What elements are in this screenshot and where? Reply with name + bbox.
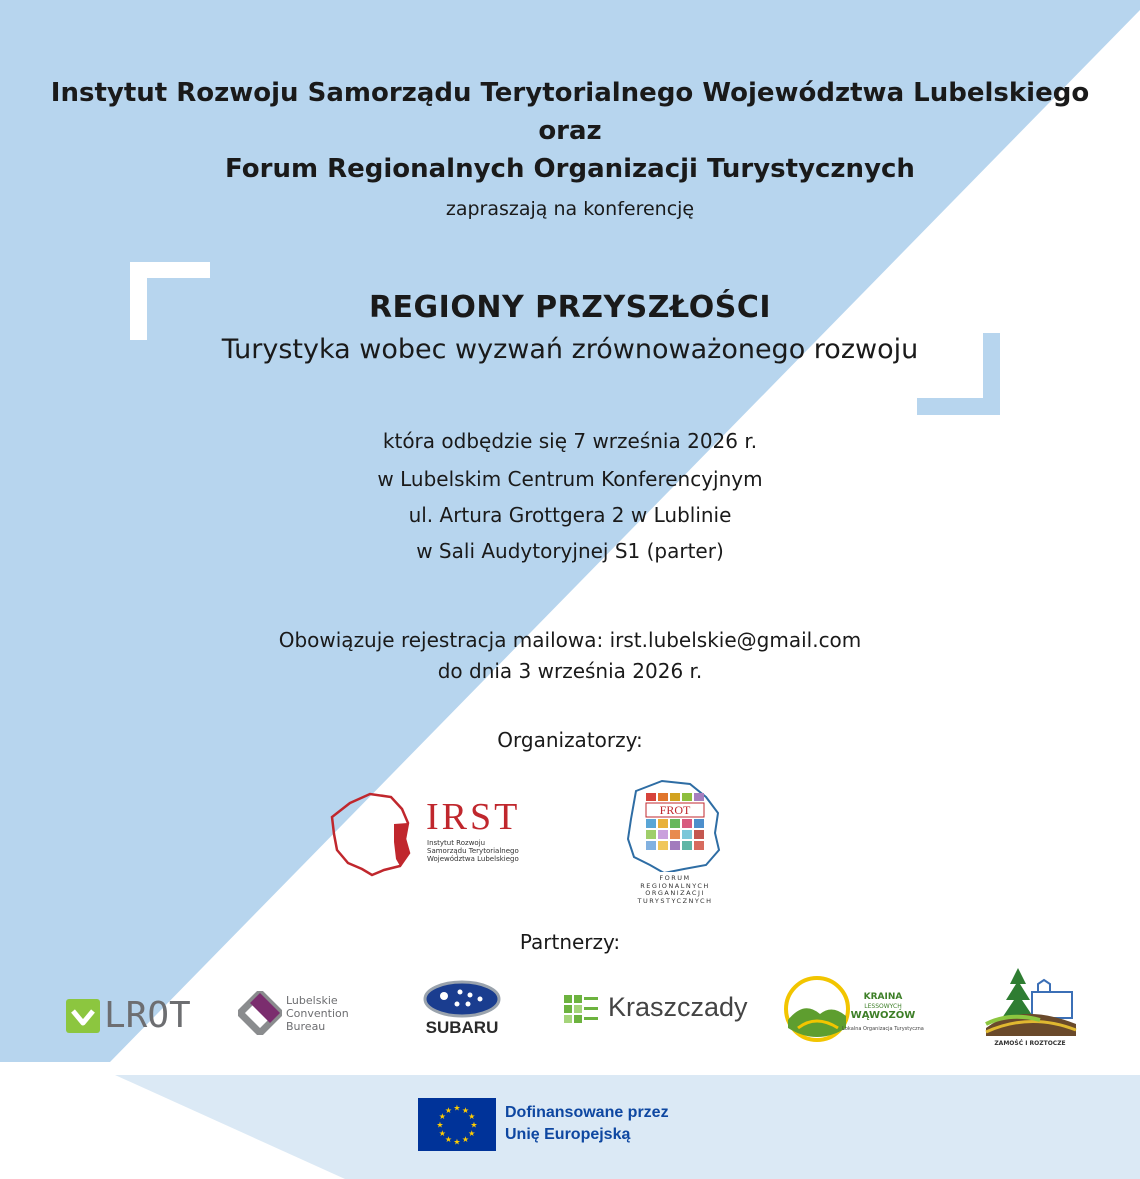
frot-sub-line: ORGANIZACJI	[645, 889, 705, 897]
irst-sub-line: Samorządu Terytorialnego	[427, 847, 519, 855]
zamosc-landscape-icon	[980, 962, 1080, 1040]
event-room: w Sali Audytoryjnej S1 (parter)	[416, 539, 724, 563]
eu-line-2: Unię Europejską	[505, 1126, 631, 1143]
irst-name: IRST	[426, 796, 521, 838]
irst-logo	[328, 787, 538, 882]
organizers-heading: Organizatorzy:	[497, 728, 643, 752]
lcb-line: Convention	[286, 1007, 349, 1020]
eu-star: ★	[470, 1120, 478, 1130]
lcb-name	[286, 994, 349, 1033]
event-address: ul. Artura Grottgera 2 w Lublinie	[408, 503, 732, 527]
eu-star: ★	[438, 1129, 446, 1138]
kraina-wawozow: WĄWOZÓW	[850, 1010, 916, 1021]
eu-stars-icon	[418, 1098, 496, 1151]
organizer-line-3: Forum Regionalnych Organizacji Turystycznych	[225, 154, 915, 184]
organizer-line-1: Instytut Rozwoju Samorządu Terytorialnego Województwa Lubelskiego	[50, 78, 1090, 108]
partners-heading: Partnerzy:	[519, 930, 621, 954]
eu-line-1: Dofinansowane przez	[505, 1104, 669, 1121]
poland-map-icon	[328, 787, 423, 882]
kraina-title: KRAINA	[863, 992, 903, 1002]
invite-text: zapraszają na konferencję	[445, 198, 695, 220]
eu-star: ★	[461, 1135, 470, 1145]
eu-flag	[418, 1098, 496, 1151]
kraszczady-logo	[540, 976, 765, 1044]
organizer-line-2: oraz	[538, 116, 602, 146]
frot-sub-line: REGIONALNYCH	[640, 881, 710, 890]
eu-star: ★	[468, 1112, 476, 1121]
kraszczady-name: Kraszczady	[608, 992, 748, 1022]
frot-name: FROT	[659, 803, 691, 817]
registration-line-2: do dnia 3 września 2026 r.	[437, 659, 703, 683]
lcb-line: Lubelskie	[286, 994, 338, 1007]
eu-star: ★	[468, 1129, 476, 1138]
lrot-logo	[66, 995, 196, 1036]
event-date: która odbędzie się 7 września 2026 r.	[382, 429, 758, 453]
lcb-line: Bureau	[286, 1020, 326, 1033]
event-venue: w Lubelskim Centrum Konferencyjnym	[377, 467, 763, 491]
zamosc-logo	[980, 962, 1080, 1052]
subaru-logo	[412, 980, 512, 1040]
subaru-emblem-icon	[412, 980, 512, 1018]
conference-subtitle: Turystyka wobec wyzwań zrównoważonego rozwoju	[221, 334, 919, 365]
subaru-name: SUBARU	[425, 1018, 499, 1037]
kraina-sub: LESSOWYCH	[864, 1003, 902, 1010]
registration-line-1: Obowiązuje rejestracja mailowa: irst.lubelskie@gmail.com	[278, 628, 862, 652]
eu-star: ★	[453, 1137, 461, 1147]
irst-subtitle	[427, 839, 519, 863]
irst-sub-line: Województwa Lubelskiego	[427, 855, 519, 863]
eu-funding-text	[505, 1102, 669, 1146]
lrot-name: LROT	[104, 995, 191, 1036]
eu-star: ★	[444, 1105, 453, 1115]
eu-star: ★	[438, 1112, 446, 1121]
eu-star: ★	[444, 1135, 453, 1145]
kraina-lot: Lokalna Organizacja Turystyczna	[842, 1026, 924, 1032]
conference-title: REGIONY PRZYSZŁOŚCI	[368, 290, 772, 325]
frot-sub-line: FORUM	[659, 874, 691, 882]
frot-logo	[620, 777, 730, 909]
kraszczady-grid-icon	[564, 995, 600, 1027]
lcb-diamond-icon	[238, 991, 282, 1035]
frot-sub-line: TURYSTYCZNYCH	[637, 896, 713, 905]
eu-star: ★	[453, 1103, 461, 1113]
irst-sub-line: Instytut Rozwoju	[427, 839, 486, 847]
frot-subtitle	[620, 875, 730, 905]
check-icon	[66, 999, 100, 1033]
eu-star: ★	[436, 1120, 444, 1130]
kraina-logo	[782, 974, 924, 1042]
zamosc-name: ZAMOŚĆ I ROZTOCZE	[994, 1040, 1066, 1047]
lcb-logo	[238, 990, 363, 1036]
eu-star: ★	[461, 1105, 470, 1115]
frot-emblem-icon	[620, 777, 730, 872]
